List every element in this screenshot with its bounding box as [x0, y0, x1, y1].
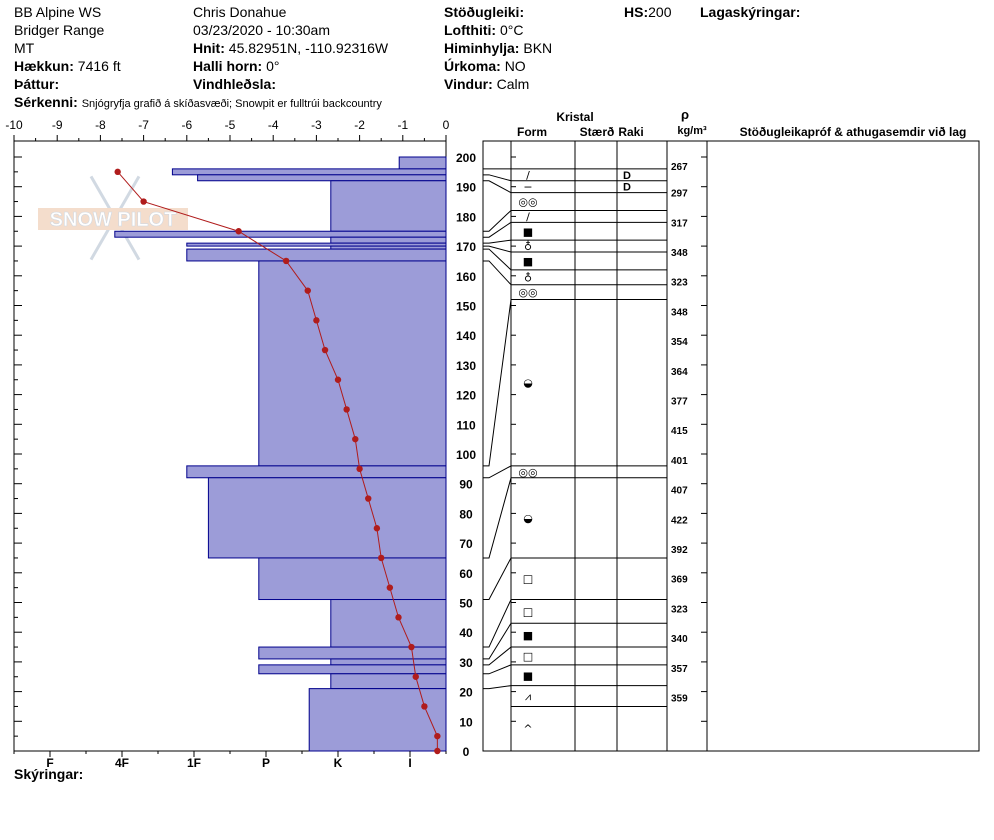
temperature-point — [343, 406, 349, 412]
hardness-bar — [115, 231, 446, 237]
density-value: 323 — [671, 604, 688, 616]
grain-form-symbol: ■ — [522, 629, 534, 643]
hardness-bar — [259, 647, 446, 659]
temp-tick-label: -5 — [224, 118, 236, 132]
temperature-point — [114, 169, 120, 175]
layer-connector — [483, 249, 511, 270]
header-form: Form — [517, 125, 547, 139]
height-tick-label: 130 — [455, 358, 477, 373]
temp-tick-label: -10 — [5, 118, 23, 132]
layer-connector — [483, 466, 511, 478]
grain-form-symbol: ⩘ — [524, 690, 532, 704]
hardness-bar — [331, 659, 446, 665]
layer-connector — [483, 261, 511, 285]
grain-form-symbol: □ — [522, 605, 534, 619]
layer-connector — [483, 300, 511, 466]
hardness-bar — [331, 237, 446, 243]
wind-loading-label: Vindhleðsla: — [193, 76, 276, 92]
temperature-point — [374, 525, 380, 531]
air-temp-label: Lofthiti: — [444, 22, 497, 38]
density-value: 392 — [671, 545, 688, 557]
temperature-point — [434, 733, 440, 739]
slope-value: 0° — [266, 58, 280, 74]
temp-tick-label: -1 — [397, 118, 409, 132]
hardness-label: F — [46, 756, 54, 770]
height-tick-label: 120 — [455, 388, 477, 403]
coordinates-label: Hnit: — [193, 40, 225, 56]
header-moisture: Raki — [618, 125, 644, 139]
coordinates-value: 45.82951N, -110.92316W — [228, 40, 389, 56]
height-tick-label: 110 — [456, 418, 476, 433]
hardness-label: 1F — [186, 756, 202, 770]
temperature-point — [421, 703, 427, 709]
specifics-label: Sérkenni: — [14, 94, 78, 110]
height-tick-label: 50 — [459, 596, 473, 611]
elevation-value: 7416 ft — [77, 58, 121, 74]
range-name: Bridger Range — [14, 22, 105, 38]
temp-tick-label: 0 — [442, 118, 450, 132]
temperature-point — [395, 614, 401, 620]
temp-tick-label: -9 — [51, 118, 63, 132]
layer-connector — [483, 222, 511, 237]
snowpilot-logo — [38, 176, 188, 259]
sky-label: Himinhylja: — [444, 40, 520, 56]
slope-label: Halli horn: — [193, 58, 263, 74]
height-tick-label: 150 — [455, 299, 477, 314]
height-tick-label: 30 — [459, 655, 473, 670]
height-tick-label: 180 — [455, 210, 477, 225]
grain-form-symbol: ^ — [523, 722, 533, 736]
observer-name: Chris Donahue — [193, 4, 287, 20]
precip-value: NO — [504, 58, 526, 74]
density-value: 348 — [671, 307, 688, 319]
hardness-label: I — [408, 756, 412, 770]
height-tick-label: 160 — [455, 269, 477, 284]
hardness-bar — [331, 181, 446, 231]
hardness-label: P — [261, 756, 271, 770]
height-tick-label: 190 — [455, 180, 477, 195]
density-value: 340 — [671, 634, 688, 646]
hs-label: HS: — [624, 4, 649, 20]
precip-label: Úrkoma: — [444, 58, 501, 74]
density-value: 422 — [671, 515, 688, 527]
grain-form-symbol: ◒ — [523, 511, 533, 525]
grain-form-symbol: □ — [522, 649, 534, 663]
grain-form-symbol: ■ — [522, 225, 534, 239]
layer-notes-label: Lagaskýringar: — [700, 4, 801, 20]
hs-value: 200 — [648, 4, 672, 20]
density-value: 377 — [671, 396, 688, 408]
temperature-point — [356, 466, 362, 472]
layer-connector — [483, 181, 511, 193]
temperature-point — [235, 228, 241, 234]
hardness-bar — [309, 689, 446, 751]
notes-label: Skýringar: — [14, 766, 84, 782]
grain-form-symbol: ◎◎ — [518, 465, 538, 479]
grain-form-symbol: / — [526, 168, 530, 182]
header-size: Stærð — [579, 125, 615, 139]
wind-value: Calm — [496, 76, 530, 92]
height-tick-label: 140 — [455, 329, 477, 344]
grain-form-symbol: − — [523, 180, 533, 194]
layer-connector — [483, 647, 511, 665]
hardness-bar — [399, 157, 446, 169]
layer-connector — [483, 558, 511, 600]
temp-tick-label: -6 — [181, 118, 193, 132]
density-value: 323 — [671, 277, 688, 289]
density-value: 364 — [671, 366, 688, 378]
temp-tick-label: -2 — [354, 118, 365, 132]
height-tick-label: 100 — [455, 448, 477, 462]
height-tick-label: 40 — [459, 626, 473, 641]
temp-tick-label: -8 — [95, 118, 106, 132]
density-value: 354 — [671, 337, 688, 349]
stability-label: Stöðugleiki: — [444, 4, 525, 20]
specifics-value: Snjógryfja grafið á skíðasvæði; Snowpit er fulltrúi backcountry — [81, 98, 382, 110]
grain-form-symbol: ◎◎ — [518, 195, 538, 209]
layer-connector — [483, 600, 511, 648]
density-value: 401 — [671, 455, 688, 467]
height-tick-label: 60 — [459, 566, 473, 581]
height-tick-label: 200 — [455, 151, 477, 165]
temperature-point — [387, 584, 393, 590]
grain-moisture-value: D — [623, 181, 631, 194]
state-name: MT — [14, 40, 35, 56]
hardness-bar — [198, 175, 446, 181]
temp-tick-label: -7 — [138, 118, 149, 132]
temperature-point — [365, 495, 371, 501]
hardness-bar — [172, 169, 446, 175]
hardness-bar — [187, 249, 446, 261]
elevation-label: Hækkun: — [14, 58, 74, 74]
density-value: 267 — [671, 161, 688, 173]
density-value: 359 — [671, 693, 688, 705]
grain-moisture-value: D — [623, 169, 631, 182]
density-value: 369 — [671, 574, 688, 586]
density-value: 348 — [671, 248, 688, 260]
grain-form-symbol: / — [526, 210, 530, 224]
temperature-point — [313, 317, 319, 323]
svg-text:SNOW PILOT: SNOW PILOT — [49, 209, 177, 231]
date-time: 03/23/2020 - 10:30am — [193, 22, 330, 38]
temperature-point — [140, 198, 146, 204]
density-value: 357 — [671, 663, 688, 675]
temp-tick-label: -4 — [267, 118, 279, 132]
temperature-point — [335, 377, 341, 383]
header-kristal: Kristal — [556, 110, 594, 124]
temperature-point — [413, 674, 419, 680]
temperature-point — [378, 555, 384, 561]
height-tick-label: 0 — [462, 745, 470, 759]
height-tick-label: 10 — [459, 715, 473, 730]
hardness-bar — [331, 674, 446, 689]
grain-form-symbol: ♁ — [523, 271, 533, 285]
right-plot-frame — [483, 141, 979, 751]
air-temp-value: 0°C — [499, 22, 524, 38]
layer-connector — [483, 478, 511, 558]
temperature-point — [322, 347, 328, 353]
grain-form-symbol: ■ — [522, 669, 534, 683]
density-value: 317 — [671, 218, 688, 230]
temperature-point — [434, 748, 440, 754]
temperature-point — [283, 258, 289, 264]
density-value: 415 — [671, 426, 688, 438]
temperature-point — [408, 644, 414, 650]
grain-form-symbol: ◒ — [523, 376, 533, 390]
aspect-label: Þáttur: — [14, 76, 60, 92]
height-tick-label: 90 — [459, 477, 473, 492]
layer-connector — [483, 175, 511, 181]
height-tick-label: 80 — [459, 507, 473, 522]
header-rho-units: kg/m³ — [677, 125, 707, 137]
hardness-label: K — [333, 756, 343, 770]
layer-connector — [483, 240, 511, 243]
grain-form-symbol: ■ — [522, 254, 534, 268]
wind-label: Vindur: — [444, 76, 493, 92]
grain-form-symbol: ◎◎ — [518, 286, 538, 300]
hardness-bar — [331, 600, 446, 648]
sky-value: BKN — [523, 40, 553, 56]
temperature-point — [305, 287, 311, 293]
temperature-point — [352, 436, 358, 442]
temp-tick-label: -3 — [311, 118, 322, 132]
height-tick-label: 20 — [459, 685, 473, 700]
hardness-bar — [259, 665, 446, 674]
hardness-bar — [187, 466, 446, 478]
hardness-bar — [259, 558, 446, 600]
header-rho: ρ — [680, 107, 690, 122]
height-tick-label: 170 — [455, 240, 477, 255]
density-value: 407 — [671, 485, 688, 497]
hardness-bar — [259, 261, 446, 466]
header-stability: Stöðugleikapróf & athugasemdir við lag — [739, 125, 967, 139]
site-name: BB Alpine WS — [14, 4, 102, 20]
layer-connector — [483, 686, 511, 689]
layer-connector — [483, 665, 511, 674]
grain-form-symbol: ♁ — [523, 240, 533, 254]
density-value: 297 — [671, 188, 688, 200]
grain-form-symbol: □ — [522, 572, 534, 586]
height-tick-label: 70 — [459, 537, 473, 552]
layer-connector — [483, 210, 511, 231]
hardness-label: 4F — [114, 756, 130, 770]
hardness-bar — [208, 478, 446, 558]
